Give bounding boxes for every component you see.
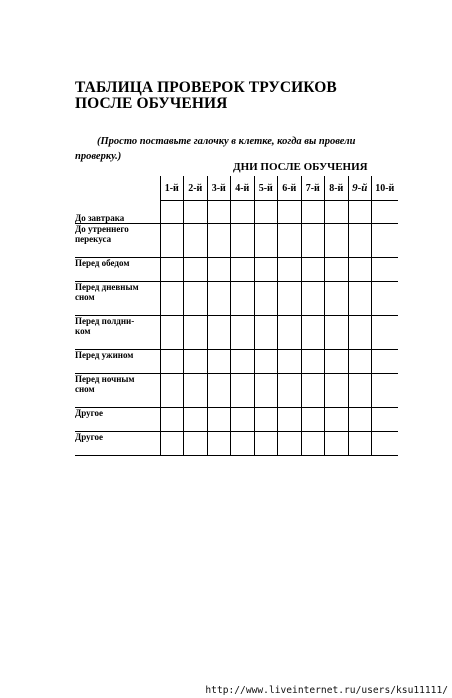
check-cell[interactable]	[231, 224, 255, 258]
check-cell[interactable]	[325, 258, 349, 282]
check-cell[interactable]	[231, 350, 255, 374]
day-header: 10-й	[372, 176, 398, 201]
check-cell[interactable]	[231, 408, 255, 432]
check-cell[interactable]	[278, 432, 302, 456]
day-header: 3-й	[207, 176, 231, 201]
check-cell[interactable]	[301, 258, 325, 282]
check-cell[interactable]	[160, 258, 184, 282]
check-cell[interactable]	[325, 201, 349, 224]
instruction-text: (Просто поставьте галочку в клетке, когда вы провели проверку.)	[75, 136, 356, 162]
check-cell[interactable]	[207, 282, 231, 316]
day-header: 8-й	[325, 176, 349, 201]
table-row	[75, 258, 398, 282]
day-header: 7-й	[301, 176, 325, 201]
check-cell[interactable]	[184, 374, 208, 408]
check-cell[interactable]	[325, 316, 349, 350]
check-table	[75, 176, 398, 456]
check-cell[interactable]	[278, 258, 302, 282]
day-header: 1-й	[160, 176, 184, 201]
row-label	[75, 432, 160, 456]
check-cell[interactable]	[325, 350, 349, 374]
check-cell[interactable]	[231, 316, 255, 350]
check-cell[interactable]	[301, 408, 325, 432]
check-cell[interactable]	[348, 201, 372, 224]
row-label-line-1: Перед ночным	[75, 374, 135, 384]
check-cell[interactable]	[278, 282, 302, 316]
table-row	[75, 432, 398, 456]
check-cell[interactable]	[160, 408, 184, 432]
check-cell[interactable]	[207, 258, 231, 282]
check-cell[interactable]	[278, 201, 302, 224]
check-cell[interactable]	[160, 374, 184, 408]
row-label-line-1: Перед полдни-	[75, 316, 135, 326]
check-cell[interactable]	[231, 432, 255, 456]
check-cell[interactable]	[301, 224, 325, 258]
row-label	[75, 350, 160, 374]
check-cell[interactable]	[348, 374, 372, 408]
day-header: 9-й	[348, 176, 372, 201]
check-cell[interactable]	[372, 432, 398, 456]
page-title-line-2: ПОСЛЕ ОБУЧЕНИЯ	[75, 95, 228, 112]
check-cell[interactable]	[231, 258, 255, 282]
check-cell[interactable]	[254, 432, 278, 456]
check-cell[interactable]	[254, 224, 278, 258]
check-cell[interactable]	[184, 224, 208, 258]
check-cell[interactable]	[301, 350, 325, 374]
check-cell[interactable]	[301, 374, 325, 408]
row-label-line-1: Другое	[75, 432, 103, 442]
day-header: 5-й	[254, 176, 278, 201]
table-row	[75, 282, 398, 316]
check-cell[interactable]	[207, 432, 231, 456]
check-cell[interactable]	[372, 224, 398, 258]
table-row	[75, 201, 398, 224]
row-label-line-1: Перед обедом	[75, 258, 130, 268]
check-cell[interactable]	[160, 201, 184, 224]
page-title	[75, 80, 405, 112]
check-cell[interactable]	[301, 282, 325, 316]
check-cell[interactable]	[278, 224, 302, 258]
check-cell[interactable]	[325, 224, 349, 258]
check-cell[interactable]	[254, 374, 278, 408]
check-cell[interactable]	[160, 432, 184, 456]
row-label-line-1: Перед дневным	[75, 282, 139, 292]
row-label-line-1: До завтрака	[75, 212, 125, 223]
check-cell[interactable]	[372, 201, 398, 224]
check-cell[interactable]	[184, 432, 208, 456]
check-cell[interactable]	[278, 316, 302, 350]
check-cell[interactable]	[325, 282, 349, 316]
check-cell[interactable]	[207, 201, 231, 224]
check-cell[interactable]	[372, 258, 398, 282]
row-label	[75, 282, 160, 316]
footer-url: http://www.liveinternet.ru/users/ksu11111/	[205, 685, 448, 696]
check-cell[interactable]	[207, 374, 231, 408]
page-title-line-1: ТАБЛИЦА ПРОВЕРОК ТРУСИКОВ	[75, 79, 337, 96]
check-cell[interactable]	[301, 432, 325, 456]
check-cell[interactable]	[207, 408, 231, 432]
table-row	[75, 374, 398, 408]
day-header: 4-й	[231, 176, 255, 201]
check-cell[interactable]	[348, 258, 372, 282]
check-cell[interactable]	[254, 282, 278, 316]
check-cell[interactable]	[372, 282, 398, 316]
check-cell[interactable]	[184, 258, 208, 282]
row-label	[75, 374, 160, 408]
table-corner	[75, 176, 160, 201]
days-heading: ДНИ ПОСЛЕ ОБУЧЕНИЯ	[233, 161, 368, 173]
check-cell[interactable]	[348, 408, 372, 432]
check-cell[interactable]	[231, 374, 255, 408]
check-cell[interactable]	[254, 408, 278, 432]
table-row	[75, 316, 398, 350]
row-label-line-1: Перед ужином	[75, 350, 134, 360]
check-cell[interactable]	[184, 408, 208, 432]
check-cell[interactable]	[207, 350, 231, 374]
check-cell[interactable]	[184, 316, 208, 350]
check-cell[interactable]	[231, 282, 255, 316]
check-cell[interactable]	[278, 374, 302, 408]
check-cell[interactable]	[372, 374, 398, 408]
check-cell[interactable]	[348, 316, 372, 350]
row-label-line-2: сном	[75, 292, 95, 302]
row-label-line-1: Другое	[75, 408, 103, 418]
row-label-line-2: ком	[75, 326, 91, 336]
table-header-row	[75, 176, 398, 201]
check-cell[interactable]	[325, 408, 349, 432]
check-cell[interactable]	[231, 201, 255, 224]
check-cell[interactable]	[184, 350, 208, 374]
check-cell[interactable]	[372, 316, 398, 350]
day-header: 2-й	[184, 176, 208, 201]
check-cell[interactable]	[348, 224, 372, 258]
table-row	[75, 408, 398, 432]
check-cell[interactable]	[301, 316, 325, 350]
check-cell[interactable]	[301, 201, 325, 224]
check-cell[interactable]	[372, 408, 398, 432]
check-cell[interactable]	[278, 408, 302, 432]
table-row	[75, 224, 398, 258]
row-label	[75, 258, 160, 282]
row-label	[75, 201, 160, 224]
check-cell[interactable]	[254, 258, 278, 282]
row-label	[75, 408, 160, 432]
check-cell[interactable]	[184, 201, 208, 224]
row-label	[75, 316, 160, 350]
check-cell[interactable]	[184, 282, 208, 316]
row-label-line-2: сном	[75, 384, 95, 394]
check-cell[interactable]	[254, 316, 278, 350]
check-cell[interactable]	[160, 282, 184, 316]
row-label-line-2: перекуса	[75, 234, 112, 244]
check-cell[interactable]	[160, 350, 184, 374]
check-cell[interactable]	[160, 224, 184, 258]
table-row	[75, 350, 398, 374]
check-cell[interactable]	[348, 282, 372, 316]
check-cell[interactable]	[325, 432, 349, 456]
check-cell[interactable]	[372, 350, 398, 374]
row-label	[75, 224, 160, 258]
day-header: 6-й	[278, 176, 302, 201]
check-cell[interactable]	[348, 432, 372, 456]
check-cell[interactable]	[348, 350, 372, 374]
check-cell[interactable]	[160, 316, 184, 350]
check-cell[interactable]	[254, 350, 278, 374]
row-label-line-1: До утреннего	[75, 224, 129, 234]
check-cell[interactable]	[207, 316, 231, 350]
check-cell[interactable]	[254, 201, 278, 224]
check-cell[interactable]	[278, 350, 302, 374]
check-cell[interactable]	[207, 224, 231, 258]
check-cell[interactable]	[325, 374, 349, 408]
